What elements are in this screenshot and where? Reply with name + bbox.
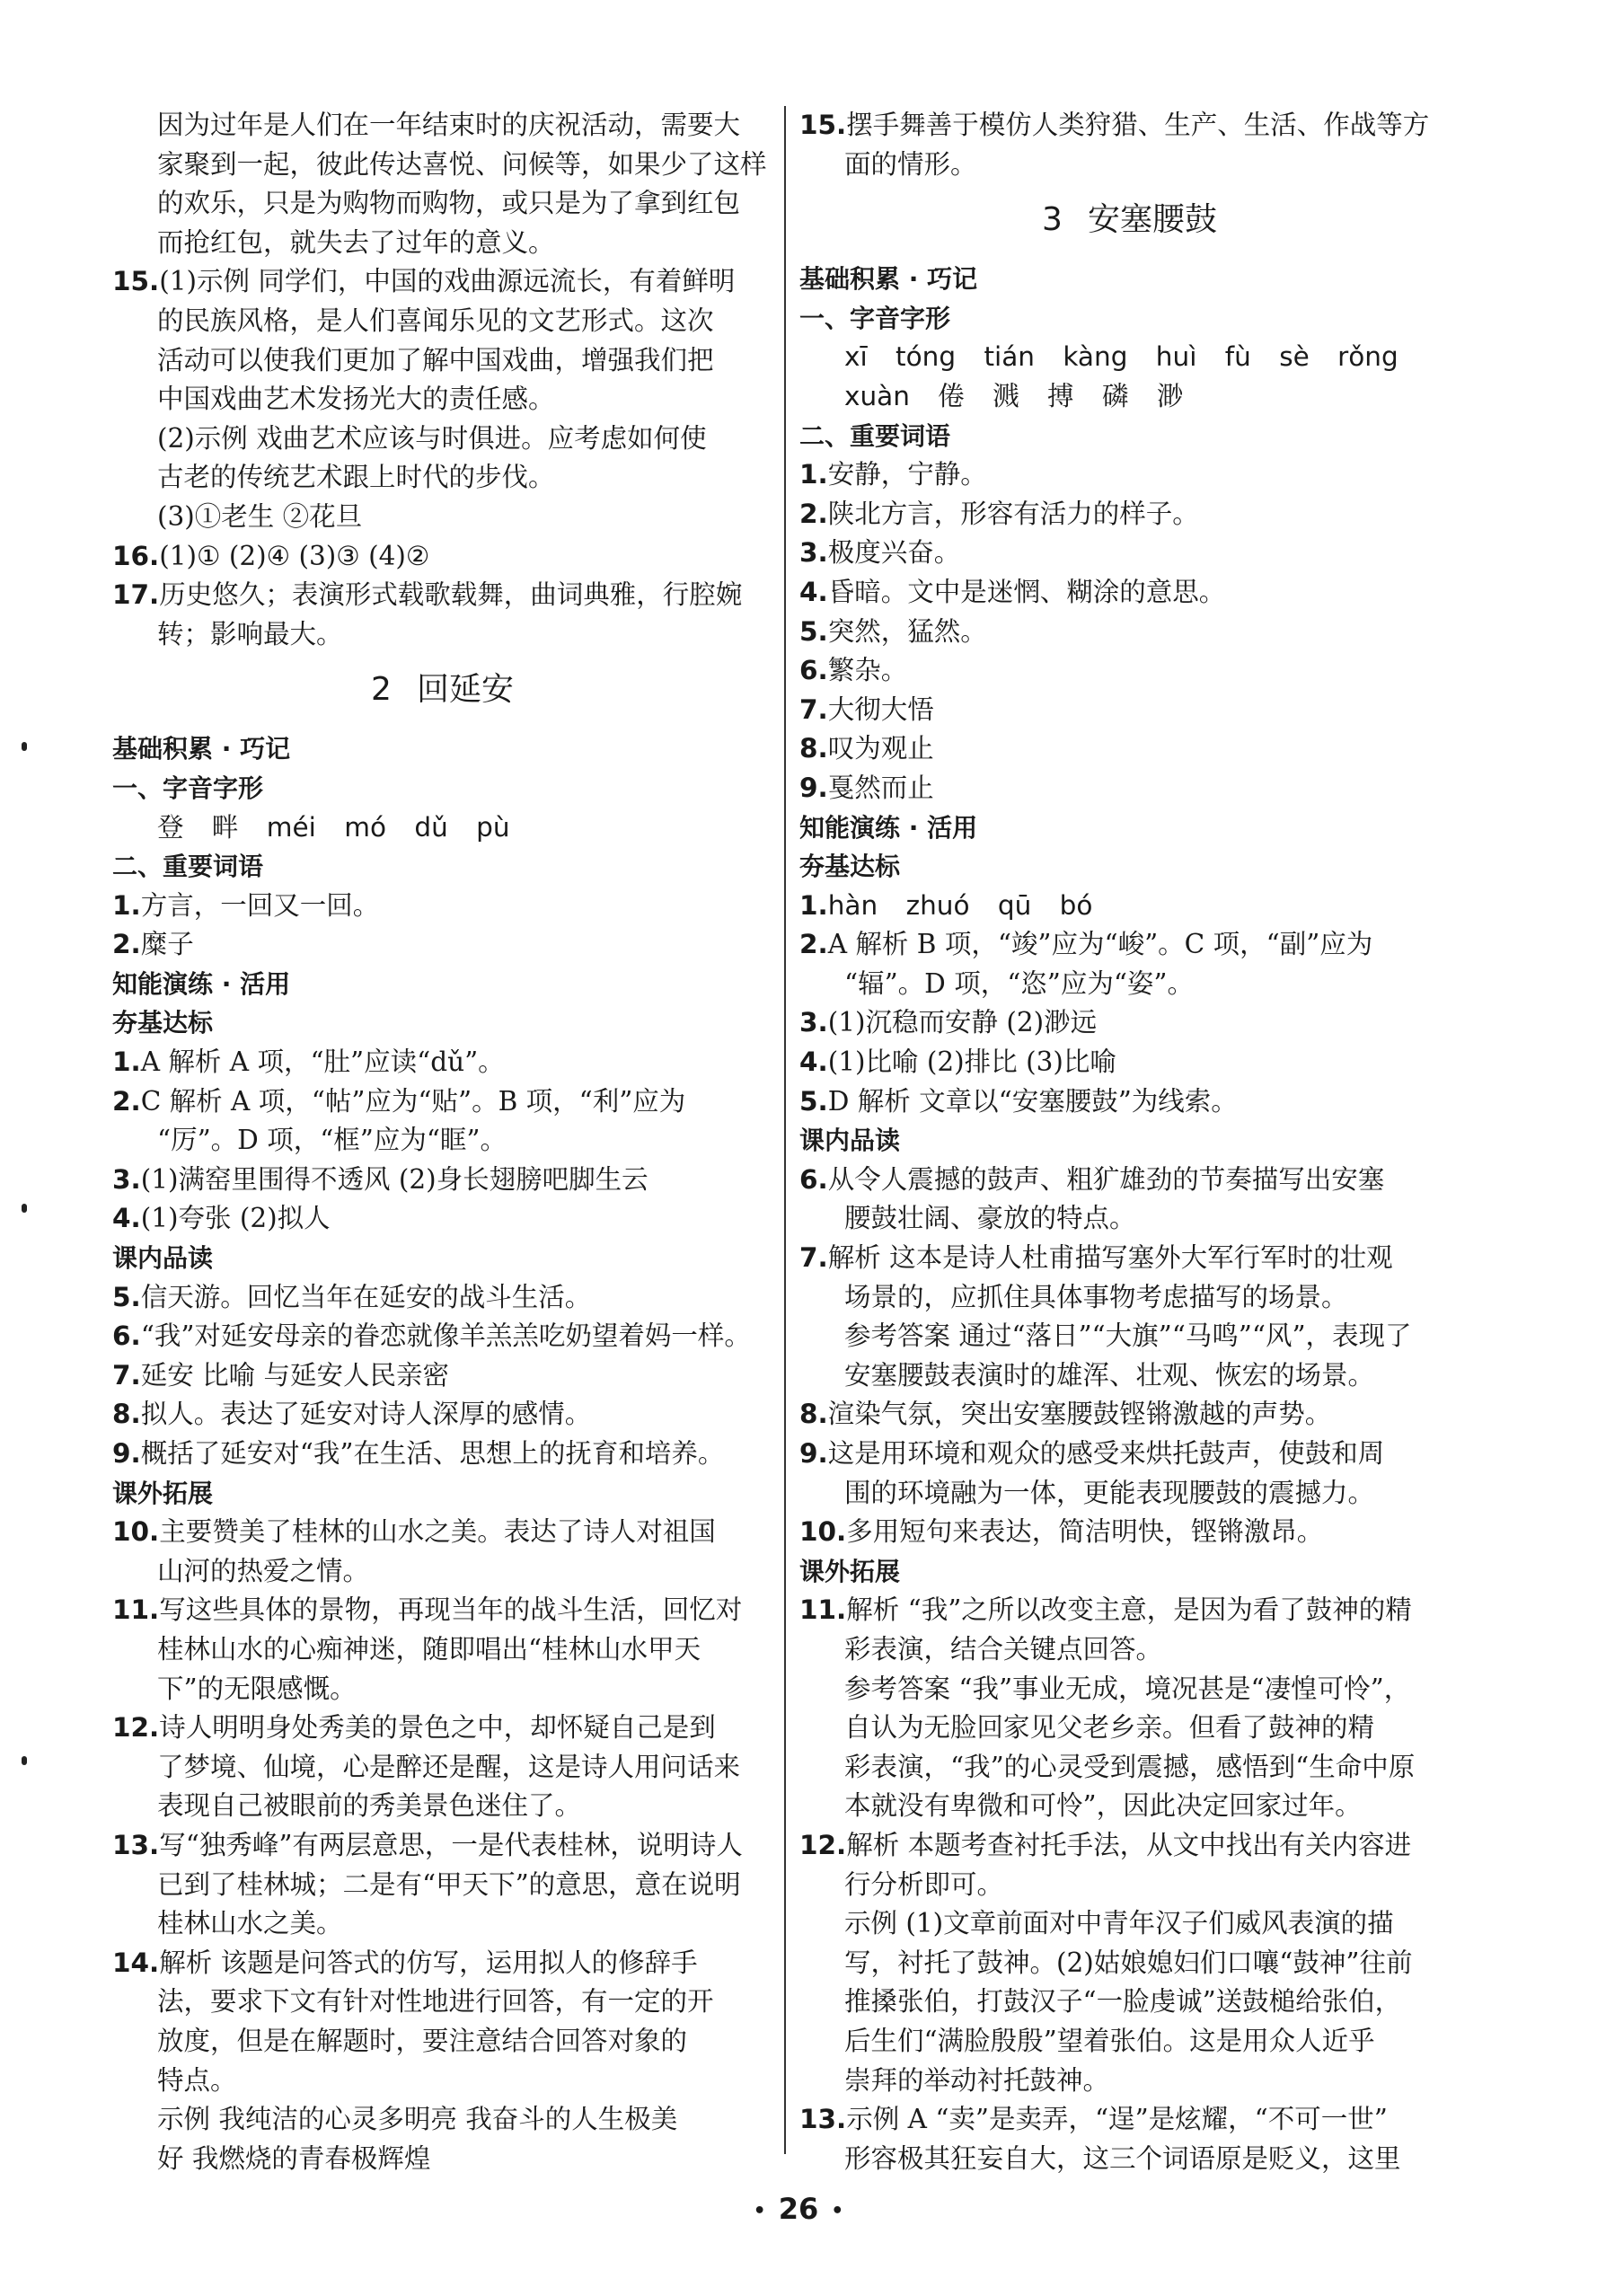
subsection-label: 夯基达标 — [799, 852, 901, 882]
text-line — [112, 380, 772, 419]
text-line — [112, 2100, 772, 2140]
item-number: 5. — [112, 1281, 141, 1312]
item-text: hàn zhuó qū bó — [827, 889, 1093, 921]
answer-item — [112, 1709, 772, 1748]
subsection-label: 二、重要词语 — [799, 420, 951, 451]
item-text: 写，衬托了鼓神。(2)姑娘媳妇们口嚷“鼓神”往前 — [844, 1947, 1413, 1978]
subsection-label: 基础积累 · 巧记 — [799, 264, 978, 295]
item-text: (1)① (2)④ (3)③ (4)② — [159, 540, 430, 571]
text-line — [112, 498, 772, 537]
text-line — [112, 341, 772, 381]
text-line — [112, 419, 772, 459]
text-line — [112, 1121, 772, 1161]
item-text: 彩表演，结合关键点回答。 — [844, 1633, 1163, 1665]
left-column — [112, 106, 772, 2178]
item-text: 渲染气氛，突出安塞腰鼓铿锵激越的声势。 — [827, 1399, 1332, 1430]
answer-item — [112, 925, 772, 965]
item-text: 解析 这本是诗人杜甫描写塞外大军行军时的壮观 — [827, 1242, 1393, 1274]
scan-mark — [22, 1204, 27, 1213]
text-line — [799, 1866, 1460, 1905]
item-text: 彩表演，“我”的心灵受到震撼，感悟到“生命中原 — [844, 1751, 1416, 1782]
section-title: 回延安 — [416, 671, 514, 709]
item-text: 写“独秀峰”有两层意思，一是代表桂林，说明诗人 — [159, 1829, 743, 1860]
text-line — [112, 1787, 772, 1826]
item-number: 13. — [112, 1829, 160, 1860]
answer-item — [112, 1043, 772, 1082]
answer-item — [799, 1591, 1460, 1630]
item-text: 而抢红包，就失去了过年的意义。 — [157, 226, 555, 258]
text-line — [112, 184, 772, 224]
text-line — [799, 1904, 1460, 1944]
item-number: 8. — [799, 1399, 828, 1430]
item-number: 2. — [112, 929, 141, 960]
item-text: (1)比喻 (2)排比 (3)比喻 — [827, 1046, 1116, 1078]
item-number: 1. — [112, 889, 141, 921]
item-text: 叹为观止 — [827, 733, 934, 764]
item-text: 大彻大悟 — [827, 693, 934, 725]
item-number: 4. — [799, 576, 828, 607]
text-line — [112, 2062, 772, 2101]
answer-item — [112, 887, 772, 926]
item-text: 摆手舞善于模仿人类狩猎、生产、生活、作战等方 — [846, 110, 1430, 140]
item-text: 自认为无脸回家见父老乡亲。但看了鼓神的精 — [844, 1712, 1375, 1744]
item-text: 后生们“满脸殷殷”望着张伯。这是用众人近乎 — [844, 2025, 1375, 2056]
item-text: 陕北方言，形容有活力的样子。 — [827, 498, 1199, 529]
item-text: 的欢乐，只是为购物而购物，或只是为了拿到红包 — [157, 188, 741, 219]
item-text: 山河的热爱之情。 — [157, 1555, 370, 1586]
text-line — [799, 2022, 1460, 2062]
item-text: 示例 (1)文章前面对中青年汉子们威风表演的描 — [844, 1908, 1394, 1939]
item-number: 9. — [799, 1438, 828, 1469]
item-text: 面的情形。 — [844, 148, 977, 180]
item-number: 14. — [112, 1947, 160, 1978]
item-number: 6. — [799, 655, 828, 686]
item-text: 延安 比喻 与延安人民亲密 — [140, 1359, 449, 1391]
item-number: 10. — [799, 1516, 847, 1548]
text-line — [799, 146, 1460, 185]
item-text: D 解析 文章以“安塞腰鼓”为线索。 — [827, 1085, 1238, 1117]
item-text: 示例 A “卖”是卖弄，“逞”是炫耀，“不可一世” — [846, 2104, 1388, 2135]
item-number: 4. — [112, 1203, 141, 1234]
text-line — [799, 1630, 1460, 1670]
answer-item — [799, 1082, 1460, 1122]
item-number: 3. — [799, 537, 828, 569]
subsection-label: 一、字音字形 — [112, 773, 264, 803]
item-text: 繁杂。 — [827, 655, 908, 686]
scan-mark — [22, 1756, 27, 1765]
item-text: 历史悠久；表演形式载歌载舞，曲词典雅，行腔婉 — [159, 579, 743, 611]
item-text: 放度，但是在解题时，要注意结合回答对象的 — [157, 2025, 688, 2056]
answer-item — [799, 1003, 1460, 1043]
item-text: 表现自己被眼前的秀美景色迷住了。 — [157, 1790, 582, 1822]
item-text: (1)沉稳而安静 (2)渺远 — [827, 1007, 1098, 1038]
item-text: 特点。 — [157, 2064, 237, 2096]
item-text: “厉”。D 项，“框”应为“眶”。 — [157, 1125, 507, 1156]
item-text: 古老的传统艺术跟上时代的步伐。 — [157, 462, 555, 493]
answer-item — [112, 576, 772, 615]
item-number: 11. — [112, 1594, 160, 1626]
item-text: (1)满窑里围得不透风 (2)身长翅膀吧脚生云 — [140, 1163, 649, 1195]
text-line — [799, 1474, 1460, 1514]
subsection-label: 课外拓展 — [799, 1556, 901, 1586]
item-text: 解析 “我”之所以改变主意，是因为看了鼓神的精 — [846, 1594, 1412, 1626]
scan-mark — [22, 742, 27, 751]
item-text: 场景的，应抓住具体事物考虑描写的场景。 — [844, 1281, 1348, 1312]
answer-item — [112, 1395, 772, 1435]
column-divider — [784, 106, 786, 2154]
item-text: 主要赞美了桂林的山水之美。表达了诗人对祖国 — [159, 1516, 716, 1548]
answer-item — [112, 1591, 772, 1630]
item-text: C 解析 A 项，“帖”应为“贴”。B 项，“利”应为 — [140, 1085, 686, 1117]
item-number: 6. — [112, 1320, 141, 1352]
item-number: 16. — [112, 540, 160, 571]
item-text: “我”对延安母亲的眷恋就像羊羔羔吃奶望着妈一样。 — [140, 1320, 751, 1352]
item-text: 概括了延安对“我”在生活、思想上的抚育和培养。 — [140, 1438, 725, 1469]
text-line — [112, 1983, 772, 2022]
item-text: 行分析即可。 — [844, 1868, 1004, 1900]
answer-item — [799, 769, 1460, 808]
answer-item — [799, 729, 1460, 769]
answer-item — [112, 1317, 772, 1356]
text-line — [799, 1670, 1460, 1709]
item-number: 2. — [799, 498, 828, 529]
item-text: 的民族风格，是人们喜闻乐见的文艺形式。这次 — [157, 305, 714, 336]
item-number: 2. — [799, 929, 828, 960]
item-number: 7. — [112, 1359, 141, 1391]
answer-item — [799, 106, 1460, 146]
item-text: (3)①老生 ②花旦 — [157, 500, 363, 532]
item-text: 中国戏曲艺术发扬光大的责任感。 — [157, 384, 555, 415]
text-line — [799, 1317, 1460, 1356]
item-text: 转；影响最大。 — [157, 618, 343, 649]
answer-item — [799, 887, 1460, 926]
item-number: 11. — [799, 1594, 847, 1626]
text-line — [799, 338, 1460, 377]
item-text: 极度兴奋。 — [827, 537, 961, 569]
item-text: 突然，猛然。 — [827, 615, 987, 647]
item-text: 崇拜的举动衬托鼓神。 — [844, 2064, 1110, 2096]
item-text: 腰鼓壮阔、豪放的特点。 — [844, 1203, 1136, 1234]
item-number: 7. — [799, 1242, 828, 1274]
item-number: 15. — [112, 266, 160, 297]
item-text: 示例 我纯洁的心灵多明亮 我奋斗的人生极美 — [157, 2104, 678, 2135]
item-text: 活动可以使我们更加了解中国戏曲，增强我们把 — [157, 344, 714, 375]
item-text: 解析 该题是问答式的仿写，运用拟人的修辞手 — [159, 1947, 698, 1978]
text-line — [799, 2140, 1460, 2179]
item-text: 围的环境融为一体，更能表现腰鼓的震撼力。 — [844, 1477, 1375, 1508]
text-line — [112, 2022, 772, 2062]
item-text: 家聚到一起，彼此传达喜悦、问候等，如果少了这样 — [157, 148, 767, 180]
subsection-label: 课外拓展 — [112, 1478, 214, 1508]
page-footer: • 26 • — [753, 2192, 844, 2226]
item-text: 桂林山水之美。 — [157, 1908, 343, 1939]
text-line — [112, 808, 772, 848]
item-text: 信天游。回忆当年在延安的战斗生活。 — [140, 1281, 592, 1312]
item-text: 已到了桂林城；二是有“甲天下”的意思，意在说明 — [157, 1868, 741, 1900]
item-number: 12. — [112, 1712, 160, 1744]
subsection-label: 夯基达标 — [112, 1008, 214, 1038]
item-text: 登 畔 méi mó dǔ pù — [157, 811, 510, 843]
answer-item — [799, 1435, 1460, 1474]
item-number: 2. — [112, 1085, 141, 1117]
item-text: 好 我燃烧的青春极辉煌 — [157, 2142, 431, 2174]
item-text: 这是用环境和观众的感受来烘托鼓声，使鼓和周 — [827, 1438, 1385, 1469]
item-number: 1. — [799, 889, 828, 921]
item-text: (1)夸张 (2)拟人 — [140, 1203, 331, 1234]
answer-item — [799, 1395, 1460, 1435]
answer-item — [799, 651, 1460, 691]
answer-item — [799, 925, 1460, 965]
text-line — [112, 1630, 772, 1670]
item-text: 了梦境、仙境，心是醉还是醒，这是诗人用问话来 — [157, 1751, 741, 1782]
item-number: 3. — [112, 1163, 141, 1195]
subsection-label: 知能演练 · 活用 — [799, 812, 978, 843]
item-text: xī tóng tián kàng huì fù sè rǒng — [844, 341, 1398, 373]
subsection-label: 课内品读 — [112, 1243, 214, 1274]
item-text: 参考答案 通过“落日”“大旗”“马鸣”“风”，表现了 — [844, 1320, 1412, 1352]
right-column — [799, 106, 1460, 2178]
text-line — [799, 1278, 1460, 1318]
answer-item — [799, 691, 1460, 730]
answer-item — [799, 1513, 1460, 1552]
text-line — [799, 1356, 1460, 1396]
item-text: 昏暗。文中是迷惘、糊涂的意思。 — [827, 576, 1226, 607]
answer-item — [112, 1356, 772, 1396]
item-number: 13. — [799, 2104, 847, 2135]
subsection-label: 知能演练 · 活用 — [112, 968, 291, 999]
item-text: 糜子 — [140, 929, 194, 960]
text-line — [799, 1787, 1460, 1826]
item-text: 安塞腰鼓表演时的雄浑、壮观、恢宏的场景。 — [844, 1359, 1375, 1391]
answer-item — [799, 455, 1460, 495]
answer-item — [799, 613, 1460, 652]
item-text: 推搡张伯，打鼓汉子“一脸虔诚”送鼓槌给张伯， — [844, 1986, 1402, 2018]
item-number: 5. — [799, 1085, 828, 1117]
answer-item — [112, 1278, 772, 1318]
answer-item — [799, 495, 1460, 534]
answer-item — [799, 573, 1460, 613]
text-line — [112, 1552, 772, 1592]
text-line — [112, 1670, 772, 1709]
page-number: 26 — [778, 2192, 819, 2226]
text-line — [112, 1748, 772, 1788]
item-number: 15. — [799, 110, 847, 140]
item-number: 1. — [799, 459, 828, 490]
text-line — [799, 2062, 1460, 2101]
item-text: 桂林山水的心痴神迷，随即唱出“桂林山水甲天 — [157, 1633, 701, 1665]
answer-item — [799, 1826, 1460, 1866]
item-number: 17. — [112, 579, 160, 611]
section-heading — [112, 667, 772, 713]
answer-item — [112, 1435, 772, 1474]
item-number: 4. — [799, 1046, 828, 1078]
item-text: 参考答案 “我”事业无成，境况甚是“凄惶可怜”， — [844, 1673, 1411, 1704]
item-number: 1. — [112, 1046, 141, 1078]
item-text: 本就没有卑微和可怜”，因此决定回家过年。 — [844, 1790, 1362, 1822]
section-number: 3 — [1042, 201, 1063, 239]
item-text: 戛然而止 — [827, 772, 934, 803]
item-number: 8. — [799, 733, 828, 764]
answer-item — [799, 1239, 1460, 1278]
item-number: 9. — [112, 1438, 141, 1469]
item-text: 方言，一回又一回。 — [140, 889, 380, 921]
answer-item — [112, 1826, 772, 1866]
section-title: 安塞腰鼓 — [1087, 201, 1217, 239]
item-number: 6. — [799, 1163, 828, 1195]
section-heading — [799, 197, 1460, 243]
text-line — [799, 1983, 1460, 2022]
item-text: 安静，宁静。 — [827, 459, 987, 490]
subsection-label: 基础积累 · 巧记 — [112, 734, 291, 764]
answer-item — [112, 1513, 772, 1552]
item-text: (1)示例 同学们，中国的戏曲源远流长，有着鲜明 — [159, 266, 736, 297]
item-text: xuàn 倦 溅 搏 磷 渺 — [844, 380, 1184, 411]
item-text: 法，要求下文有针对性地进行回答，有一定的开 — [157, 1986, 714, 2018]
text-line — [799, 1944, 1460, 1983]
text-line — [112, 615, 772, 655]
answer-item — [799, 2100, 1460, 2140]
text-line — [112, 106, 772, 146]
answer-item — [112, 1161, 772, 1200]
item-text: A 解析 A 项，“肚”应读“dǔ”。 — [140, 1046, 505, 1078]
item-number: 12. — [799, 1829, 847, 1860]
item-text: 解析 本题考查衬托手法，从文中找出有关内容进 — [846, 1829, 1412, 1860]
text-line — [799, 1748, 1460, 1788]
answer-item — [112, 1082, 772, 1122]
item-number: 8. — [112, 1399, 141, 1430]
answer-item — [799, 1161, 1460, 1200]
text-line — [112, 2140, 772, 2179]
text-line — [112, 458, 772, 498]
item-text: 写这些具体的景物，再现当年的战斗生活，回忆对 — [159, 1594, 743, 1626]
item-text: “辐”。D 项，“恣”应为“姿”。 — [844, 967, 1195, 999]
text-line — [799, 1199, 1460, 1239]
answer-item — [799, 534, 1460, 573]
item-text: (2)示例 戏曲艺术应该与时俱进。应考虑如何使 — [157, 422, 707, 454]
text-line — [799, 1709, 1460, 1748]
item-number: 3. — [799, 1007, 828, 1038]
section-number: 2 — [371, 671, 392, 709]
answer-item — [112, 262, 772, 302]
answer-item — [799, 1043, 1460, 1082]
item-text: 诗人明明身处秀美的景色之中，却怀疑自己是到 — [159, 1712, 716, 1744]
item-number: 7. — [799, 693, 828, 725]
subsection-label: 一、字音字形 — [799, 303, 951, 333]
text-line — [112, 146, 772, 185]
item-number: 5. — [799, 615, 828, 647]
text-line — [112, 302, 772, 341]
item-text: A 解析 B 项，“竣”应为“峻”。C 项，“副”应为 — [827, 929, 1373, 960]
item-text: 形容极其狂妄自大，这三个词语原是贬义，这里 — [844, 2142, 1401, 2174]
item-text: 拟人。表达了延安对诗人深厚的感情。 — [140, 1399, 592, 1430]
answer-item — [112, 1944, 772, 1983]
text-line — [799, 377, 1460, 417]
text-line — [799, 965, 1460, 1004]
text-line — [112, 224, 772, 263]
subsection-label: 课内品读 — [799, 1126, 901, 1156]
item-text: 下”的无限感慨。 — [157, 1673, 357, 1704]
text-line — [112, 1904, 772, 1944]
item-text: 多用短句来表达，简洁明快，铿锵激昂。 — [846, 1516, 1324, 1548]
text-line — [112, 1866, 772, 1905]
answer-item — [112, 537, 772, 577]
item-number: 9. — [799, 772, 828, 803]
item-number: 10. — [112, 1516, 160, 1548]
item-text: 从令人震撼的鼓声、粗犷雄劲的节奏描写出安塞 — [827, 1163, 1385, 1195]
answer-item — [112, 1199, 772, 1239]
subsection-label: 二、重要词语 — [112, 852, 264, 882]
item-text: 因为过年是人们在一年结束时的庆祝活动，需要大 — [157, 110, 741, 140]
